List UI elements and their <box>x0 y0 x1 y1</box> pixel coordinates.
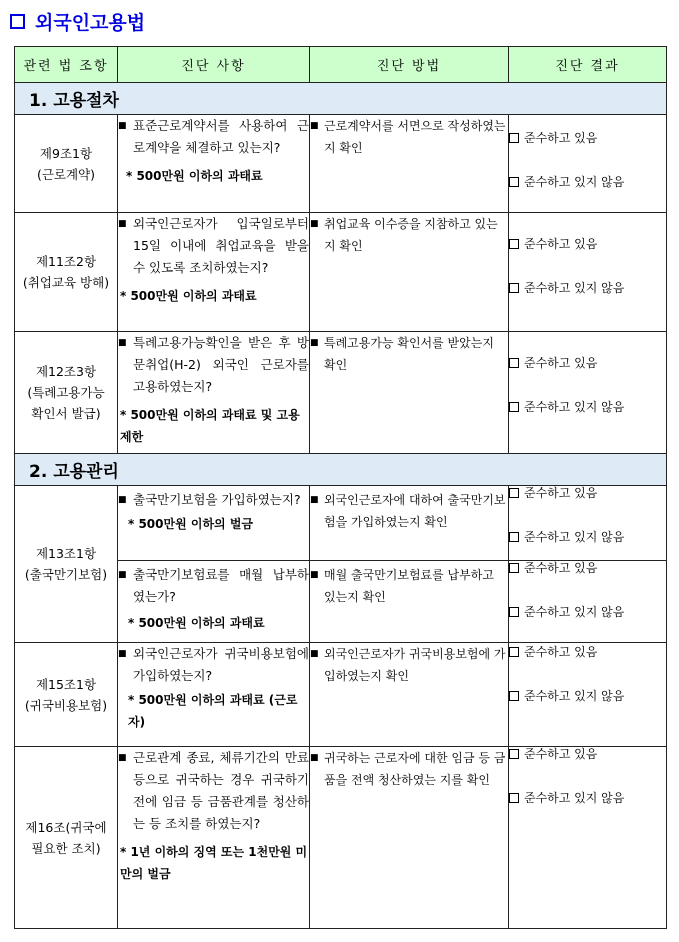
checkbox-icon[interactable] <box>509 488 519 498</box>
result-cell <box>509 332 667 454</box>
square-bullet-icon: ■ <box>310 338 319 348</box>
penalty-text: * 500만원 이하의 과태료 <box>128 616 265 630</box>
result-cell <box>509 561 667 643</box>
table-row <box>15 213 667 332</box>
law-article: 제13조1항 (출국만기보험) <box>15 486 118 643</box>
square-bullet-icon: ■ <box>310 121 319 131</box>
law-article: 제16조(귀국에 필요한 조치) <box>15 747 118 929</box>
checkbox-icon[interactable] <box>509 647 519 657</box>
checkbox-icon[interactable] <box>509 532 519 542</box>
option-comply[interactable]: 준수하고 있음 <box>509 643 666 660</box>
header-diagnosis: 진단 사항 <box>118 47 310 83</box>
table-row <box>15 747 667 929</box>
penalty-text: * 500만원 이하의 과태료 (근로자) <box>128 693 298 729</box>
checkbox-icon[interactable] <box>509 749 519 759</box>
diagnosis-cell: ■ 외국인근로자가 입국일로부터 15일 이내에 취업교육을 받을 수 있도록 조치하였는지? * 500만원 이하의 과태료 <box>118 213 310 332</box>
diagnosis-cell: ■ 출국만기보험료를 매월 납부하였는가? * 500만원 이하의 과태료 <box>118 561 310 643</box>
option-comply[interactable]: 준수하고 있음 <box>509 559 666 576</box>
penalty-text: * 500만원 이하의 과태료 및 고용제한 <box>120 408 300 444</box>
square-title-icon <box>10 14 25 29</box>
option-not-comply[interactable]: 준수하고 있지 않음 <box>509 789 666 806</box>
law-article: 제15조1항 (귀국비용보험) <box>15 643 118 747</box>
diagnosis-cell: ■ 출국만기보험을 가입하였는지? * 500만원 이하의 벌금 <box>118 486 310 561</box>
table-row <box>15 643 667 747</box>
checkbox-icon[interactable] <box>509 358 519 368</box>
result-cell <box>509 213 667 332</box>
penalty-text: * 500만원 이하의 과태료 <box>126 169 263 183</box>
result-cell <box>509 643 667 747</box>
option-not-comply[interactable]: 준수하고 있지 않음 <box>509 603 666 620</box>
checkbox-icon[interactable] <box>509 691 519 701</box>
square-bullet-icon: ■ <box>310 219 319 229</box>
checkbox-icon[interactable] <box>509 563 519 573</box>
diagnosis-cell: ■ 표준근로계약서를 사용하여 근로계약을 체결하고 있는지? * 500만원 이하의 과태료 <box>118 115 310 213</box>
option-not-comply[interactable]: 준수하고 있지 않음 <box>509 687 666 704</box>
header-law: 관련 법 조항 <box>15 47 118 83</box>
checkbox-icon[interactable] <box>509 402 519 412</box>
option-not-comply[interactable]: 준수하고 있지 않음 <box>509 279 666 296</box>
method-cell: ■ 귀국하는 근로자에 대한 임금 등 금품을 전액 청산하였는 지를 확인 <box>310 747 509 929</box>
square-bullet-icon: ■ <box>118 570 127 580</box>
diagnosis-cell: ■ 근로관계 종료, 체류기간의 만료 등으로 귀국하는 경우 귀국하기 전에 임금 등 금품관계를 청산하는 등 조치를 하였는지? * 1년 이하의 징역 또는 1천만원 미만의 벌금 <box>118 747 310 929</box>
result-cell <box>509 486 667 561</box>
table-header <box>15 47 667 83</box>
square-bullet-icon: ■ <box>310 649 319 659</box>
law-article: 제11조2항 (취업교육 방해) <box>15 213 118 332</box>
diagnosis-cell: ■ 외국인근로자가 귀국비용보험에가입하였는지? * 500만원 이하의 과태료 (근로자) <box>118 643 310 747</box>
option-comply[interactable]: 준수하고 있음 <box>509 745 666 762</box>
header-result: 진단 결과 <box>509 47 667 83</box>
penalty-text: * 500만원 이하의 과태료 <box>120 289 257 303</box>
table-row <box>15 115 667 213</box>
table-row <box>15 486 667 561</box>
section-title: 2. 고용관리 <box>15 454 667 486</box>
table-row <box>15 332 667 454</box>
result-cell <box>509 115 667 213</box>
checkbox-icon[interactable] <box>509 177 519 187</box>
option-comply[interactable]: 준수하고 있음 <box>509 235 666 252</box>
law-article: 제9조1항 (근로계약) <box>15 115 118 213</box>
checkbox-icon[interactable] <box>509 607 519 617</box>
header-method: 진단 방법 <box>310 47 509 83</box>
result-cell <box>509 747 667 929</box>
penalty-text: * 1년 이하의 징역 또는 1천만원 미만의 벌금 <box>120 845 308 881</box>
section-header <box>15 83 667 115</box>
section-title: 1. 고용절차 <box>15 83 667 115</box>
document-title-text: 외국인고용법 <box>35 11 146 34</box>
option-not-comply[interactable]: 준수하고 있지 않음 <box>509 173 666 190</box>
method-cell: ■ 취업교육 이수증을 지참하고 있는지 확인 <box>310 213 509 332</box>
square-bullet-icon: ■ <box>310 495 319 505</box>
diagnosis-cell: ■ 특례고용가능확인을 받은 후 방문취업(H-2) 외국인 근로자를 고용하였는지? * 500만원 이하의 과태료 및 고용제한 <box>118 332 310 454</box>
inspection-table <box>14 46 667 929</box>
penalty-text: * 500만원 이하의 벌금 <box>128 517 254 531</box>
checkbox-icon[interactable] <box>509 283 519 293</box>
method-cell: ■ 외국인근로자가 귀국비용보험에 가입하였는지 확인 <box>310 643 509 747</box>
method-cell: ■ 매월 출국만기보험료를 납부하고 있는지 확인 <box>310 561 509 643</box>
document-title <box>10 6 145 36</box>
square-bullet-icon: ■ <box>118 121 127 131</box>
square-bullet-icon: ■ <box>310 570 319 580</box>
option-comply[interactable]: 준수하고 있음 <box>509 129 666 146</box>
option-comply[interactable]: 준수하고 있음 <box>509 354 666 371</box>
square-bullet-icon: ■ <box>118 219 127 229</box>
square-bullet-icon: ■ <box>118 495 127 505</box>
law-article: 제12조3항 (특례고용가능 확인서 발급) <box>15 332 118 454</box>
option-comply[interactable]: 준수하고 있음 <box>509 484 666 501</box>
checkbox-icon[interactable] <box>509 133 519 143</box>
section-header <box>15 454 667 486</box>
option-not-comply[interactable]: 준수하고 있지 않음 <box>509 528 666 545</box>
method-cell: ■ 외국인근로자에 대하여 출국만기보험을 가입하였는지 확인 <box>310 486 509 561</box>
square-bullet-icon: ■ <box>118 753 127 763</box>
method-cell: ■ 근로계약서를 서면으로 작성하였는지 확인 <box>310 115 509 213</box>
square-bullet-icon: ■ <box>118 649 127 659</box>
checkbox-icon[interactable] <box>509 239 519 249</box>
square-bullet-icon: ■ <box>118 338 127 348</box>
method-cell: ■ 특례고용가능 확인서를 받았는지 확인 <box>310 332 509 454</box>
option-not-comply[interactable]: 준수하고 있지 않음 <box>509 398 666 415</box>
checkbox-icon[interactable] <box>509 793 519 803</box>
square-bullet-icon: ■ <box>310 753 319 763</box>
